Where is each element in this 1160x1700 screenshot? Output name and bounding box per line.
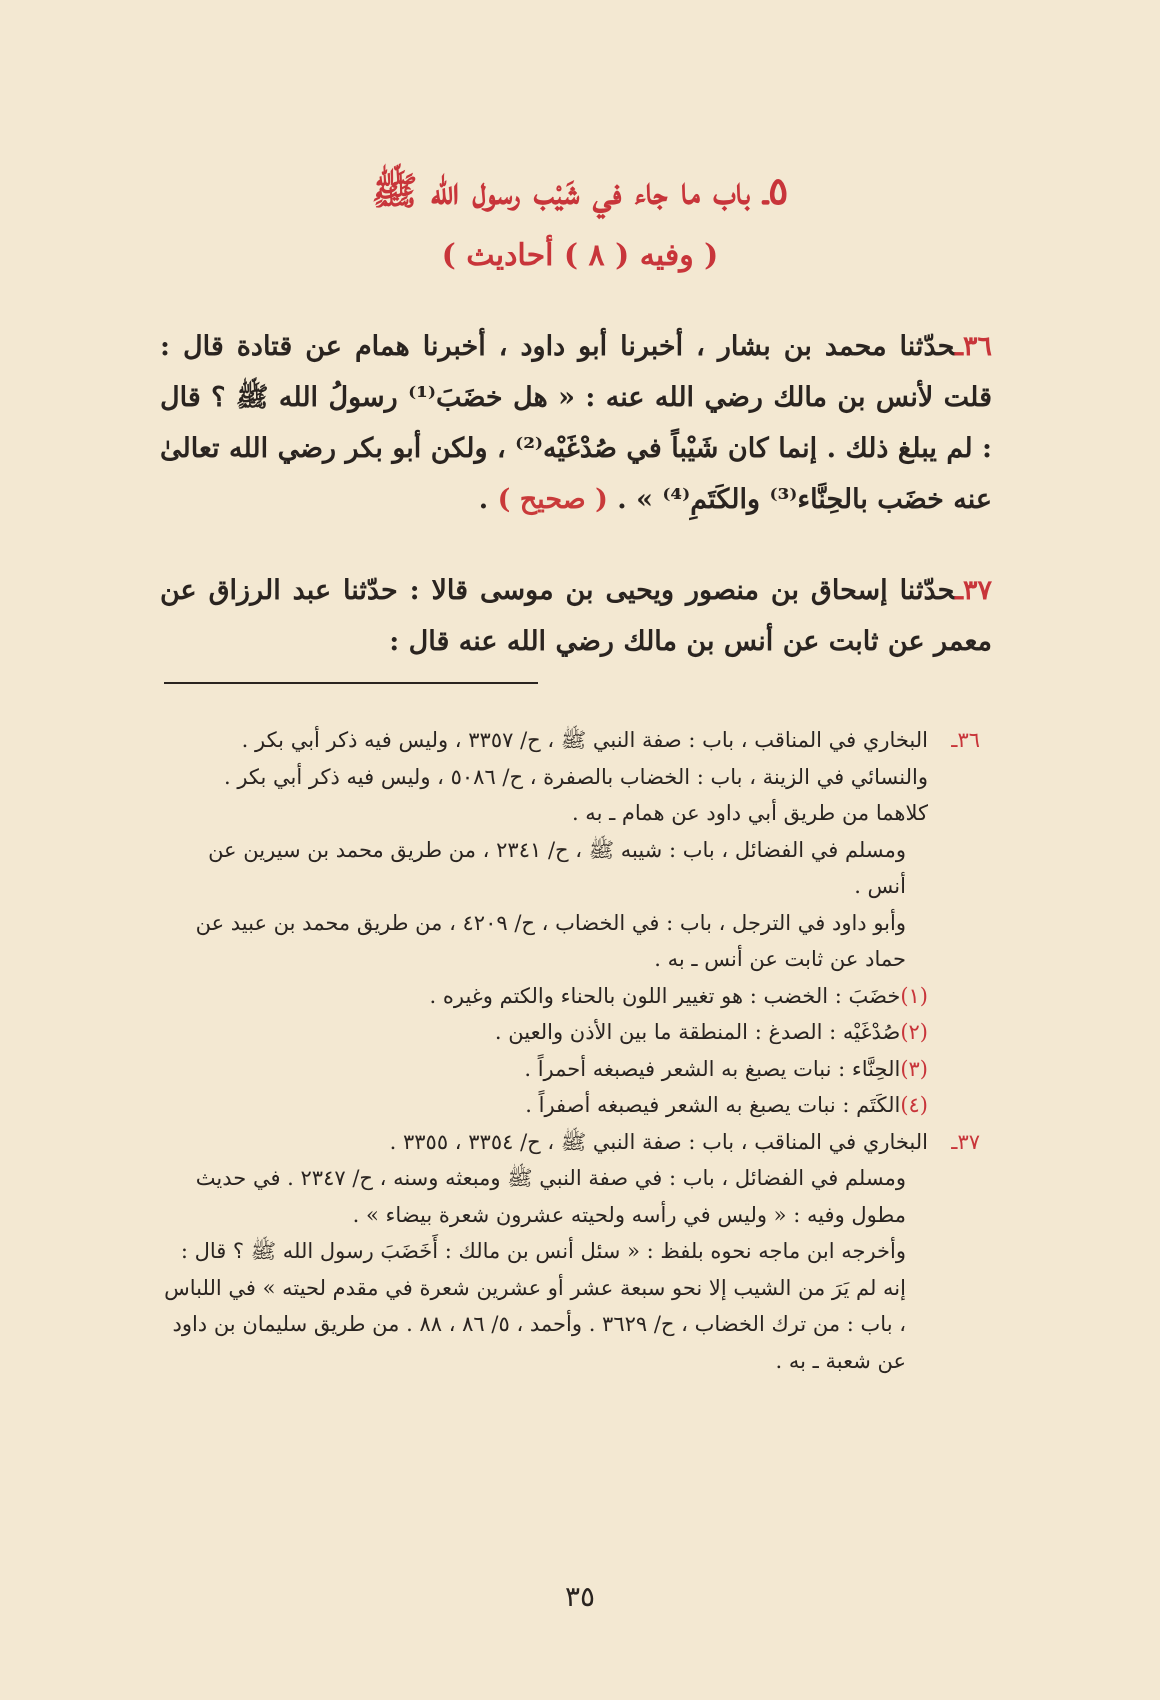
definition	[164, 1051, 928, 1088]
definition-text: خضَبَ : الخضب : هو تغيير اللون بالحناء والكتم وغيره .	[429, 983, 901, 1008]
footnote-line: وأخرجه ابن ماجه نحوه بلفظ : « سئل أنس بن مالك : أَخَضَبَ رسول الله ﷺ ؟ قال : إنه لم يَرَ من الشيب إلا نحو سبعة عشر أو عشرين شعرة في مقدم لحيته » في اللباس ، باب : من ترك الخضاب ، ح/ ٣٦٢٩ . وأحمد ، ٥/ ٨٦ ، ٨٨ . من طريق سليمان بن داود عن شعبة ـ به .	[164, 1239, 906, 1373]
footnotes	[164, 722, 980, 1379]
footnote-number: ٣٧ـ	[951, 1129, 980, 1154]
footnote-line: ومسلم في الفضائل ، باب : شيبه ﷺ ، ح/ ٢٣٤١ ، من طريق محمد بن سيرين عن أنس .	[208, 837, 906, 898]
hadith-text: حدّثنا إسحاق بن منصور ويحيى بن موسى قالا : حدّثنا عبد الرزاق عن معمر عن ثابت عن أنس بن مالك رضي الله عنه قال :	[160, 575, 992, 657]
definition-number: (٣)	[900, 1056, 928, 1081]
footnote-line: والنسائي في الزينة ، باب : الخضاب بالصفرة ، ح/ ٥٠٨٦ ، وليس فيه ذكر أبي بكر .	[223, 764, 928, 789]
footnote-36	[164, 722, 980, 1124]
footnote-line: وأبو داود في الترجل ، باب : في الخضاب ، ح/ ٤٢٠٩ ، من طريق محمد بن عبيد عن حماد عن ثابت عن أنس ـ به .	[195, 910, 906, 971]
hadith-text: حدّثنا محمد بن بشار ، أخبرنا أبو داود ، أخبرنا همام عن قتادة قال : قلت لأنس بن مالك رضي الله عنه : « هل خضَبَ⁽¹⁾ رسولُ الله ﷺ ؟ قال : لم يبلغ ذلك . إنما كان شَيْباً في صُدْغَيْه⁽²⁾ ، ولكن أبو بكر رضي الله تعالىٰ عنه خضَب بالحِنَّاء⁽³⁾ والكَتَمِ⁽⁴⁾ » .	[160, 331, 992, 515]
chapter-title: ٥ـ باب ما جاء في شَيْب رسول الله ﷺ	[371, 168, 789, 213]
definition-number: (٢)	[900, 1020, 928, 1044]
definition-number: (١)	[900, 983, 928, 1008]
footnote-line: ومسلم في الفضائل ، باب : في صفة النبي ﷺ ومبعثه وسنه ، ح/ ٢٣٤٧ . في حديث مطول وفيه : « وليس في رأسه ولحيته عشرون شعرة بيضاء » .	[195, 1166, 906, 1227]
definition	[164, 1014, 928, 1051]
definition	[164, 978, 928, 1015]
hadith-number: ٣٦ـ	[955, 331, 992, 362]
footnote-line: كلاهما من طريق أبي داود عن همام ـ به .	[571, 801, 928, 825]
hadith-36	[160, 321, 992, 525]
definition-number: (٤)	[900, 1093, 928, 1117]
hadith-end: .	[478, 484, 498, 515]
footnote-divider	[164, 682, 538, 684]
hadith-grade: ( صحيح )	[497, 484, 608, 515]
definition-text: الكَتَم : نبات يصبغ به الشعر فيصبغه أصفراً .	[525, 1093, 901, 1117]
page-number: ٣٥	[564, 1580, 596, 1613]
chapter-subtitle: ( وفيه ( ٨ ) أحاديث )	[441, 238, 719, 273]
footnote-37	[164, 1124, 980, 1380]
footnote-number: ٣٦ـ	[951, 728, 980, 752]
hadith-number: ٣٧ـ	[955, 575, 992, 606]
hadith-37	[160, 565, 992, 667]
definition	[164, 1087, 928, 1124]
footnote-line: البخاري في المناقب ، باب : صفة النبي ﷺ ، ح/ ٣٣٥٧ ، وليس فيه ذكر أبي بكر .	[241, 728, 928, 752]
definition-text: صُدْغَيْه : الصدغ : المنطقة ما بين الأذن والعين .	[494, 1020, 901, 1044]
definition-text: الحِنَّاء : نبات يصبغ به الشعر فيصبغه أحمراً .	[524, 1056, 901, 1081]
footnote-line: البخاري في المناقب ، باب : صفة النبي ﷺ ، ح/ ٣٣٥٤ ، ٣٣٥٥ .	[389, 1129, 928, 1154]
